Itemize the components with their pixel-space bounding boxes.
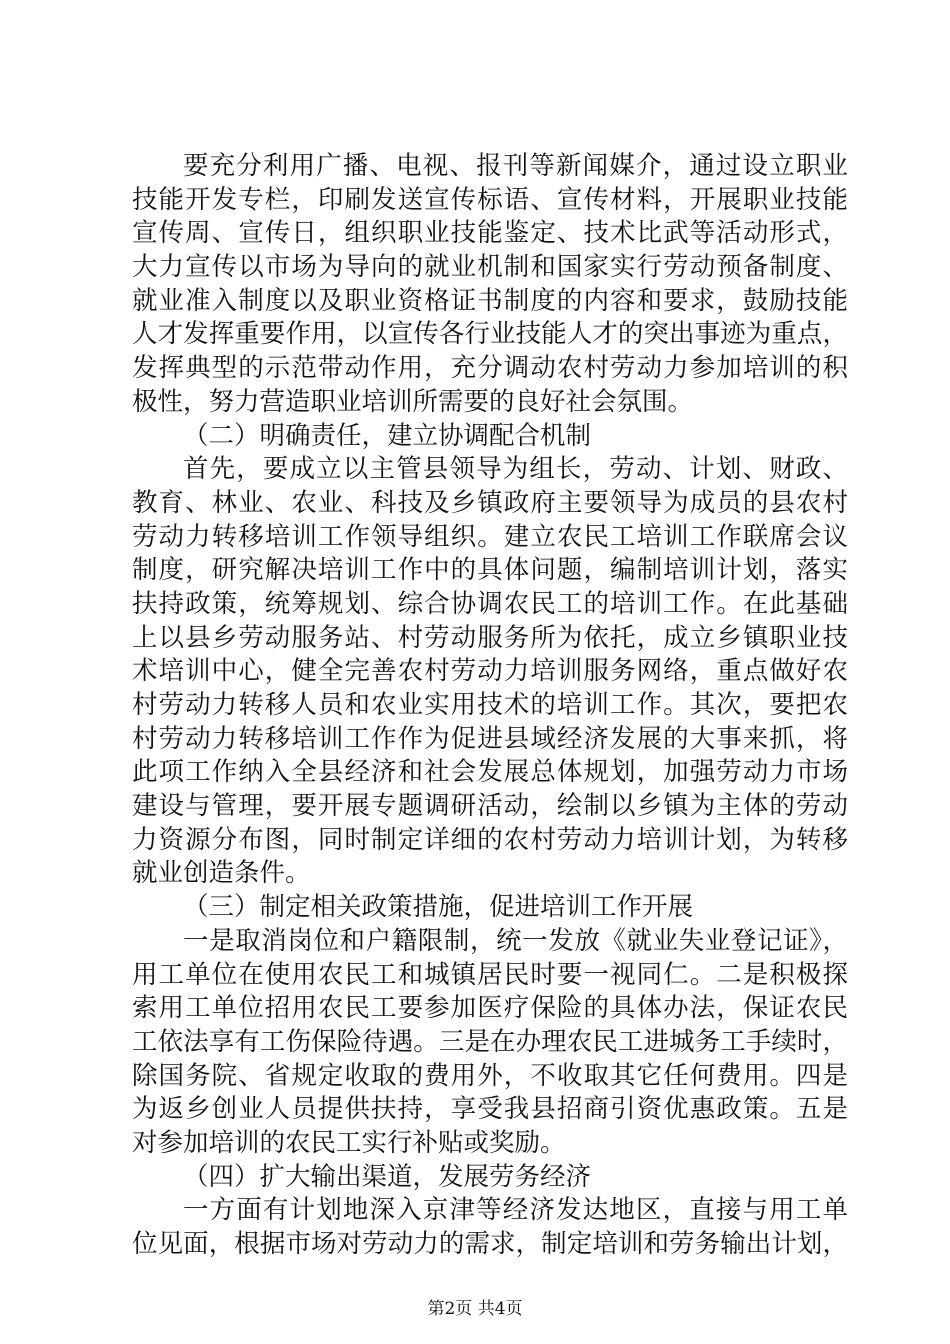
- heading-line: （四）扩大输出渠道，发展劳务经济: [183, 1161, 592, 1192]
- text-line: 首先，要成立以主管县领导为组长，劳动、计划、财政、: [183, 454, 848, 485]
- heading-line: （二）明确责任，建立协调配合机制: [183, 420, 592, 451]
- text-line: 上以县乡劳动服务站、村劳动服务所为依托，成立乡镇职业技: [132, 622, 848, 653]
- section-heading: [132, 891, 848, 925]
- text-line: 大力宣传以市场为导向的就业机制和国家实行劳动预备制度、: [132, 252, 848, 283]
- text-line: 位见面，根据市场对劳动力的需求，制定培训和劳务输出计划，: [132, 1229, 848, 1259]
- text-line: 劳动力转移培训工作领导组织。建立农民工培训工作联席会议: [132, 521, 848, 552]
- text-line: 除国务院、省规定收取的费用外，不收取其它任何费用。四是: [132, 1060, 848, 1091]
- paragraph: [132, 150, 848, 420]
- heading-line: （三）制定相关政策措施，促进培训工作开展: [183, 892, 694, 923]
- document-body: [132, 150, 848, 1262]
- paragraph: [132, 453, 848, 891]
- section-heading: [132, 420, 848, 454]
- text-line: 一方面有计划地深入京津等经济发达地区，直接与用工单: [183, 1195, 848, 1226]
- text-line: 就业创造条件。: [132, 858, 311, 889]
- text-line: 工依法享有工伤保险待遇。三是在办理农民工进城务工手续时，: [132, 1026, 848, 1057]
- text-line: 力资源分布图，同时制定详细的农村劳动力培训计划，为转移: [132, 824, 848, 855]
- text-line: 发挥典型的示范带动作用，充分调动农村劳动力参加培训的积: [132, 353, 848, 384]
- text-line: 宣传周、宣传日，组织职业技能鉴定、技术比武等活动形式，: [132, 218, 848, 249]
- text-line: 教育、林业、农业、科技及乡镇政府主要领导为成员的县农村: [132, 487, 848, 518]
- text-line: 为返乡创业人员提供扶持，享受我县招商引资优惠政策。五是: [132, 1094, 848, 1125]
- section-heading: [132, 1161, 848, 1195]
- text-line: 术培训中心，健全完善农村劳动力培训服务网络，重点做好农: [132, 656, 848, 687]
- text-line: 就业准入制度以及职业资格证书制度的内容和要求，鼓励技能: [132, 285, 848, 316]
- text-line: 扶持政策，统筹规划、综合协调农民工的培训工作。在此基础: [132, 588, 848, 619]
- text-line: 索用工单位招用农民工要参加医疗保险的具体办法，保证农民: [132, 993, 848, 1024]
- text-line: 村劳动力转移人员和农业实用技术的培训工作。其次，要把农: [132, 690, 848, 720]
- text-line: 一是取消岗位和户籍限制，统一发放《就业失业登记证》，: [183, 925, 848, 956]
- text-line: 制度，研究解决培训工作中的具体问题，编制培训计划，落实: [132, 555, 848, 586]
- text-line: 技能开发专栏，印刷发送宣传标语、宣传材料，开展职业技能: [132, 184, 848, 215]
- text-line: 用工单位在使用农民工和城镇居民时要一视同仁。二是积极探: [132, 959, 848, 990]
- text-line: 极性，努力营造职业培训所需要的良好社会氛围。: [132, 386, 694, 417]
- text-line: 对参加培训的农民工实行补贴或奖励。: [132, 1127, 566, 1158]
- text-line: 此项工作纳入全县经济和社会发展总体规划，加强劳动力市场: [132, 757, 848, 788]
- paragraph: [132, 925, 848, 1161]
- text-line: 建设与管理，要开展专题调研活动，绘制以乡镇为主体的劳动: [132, 791, 848, 822]
- text-line: 人才发挥重要作用，以宣传各行业技能人才的突出事迹为重点，: [132, 319, 848, 350]
- paragraph: [132, 1194, 848, 1261]
- page-footer: 第2页 共4页: [427, 1299, 523, 1319]
- text-line: 村劳动力转移培训工作作为促进县域经济发展的大事来抓，将: [132, 723, 848, 754]
- text-line: 要充分利用广播、电视、报刊等新闻媒介，通过设立职业: [183, 151, 848, 181]
